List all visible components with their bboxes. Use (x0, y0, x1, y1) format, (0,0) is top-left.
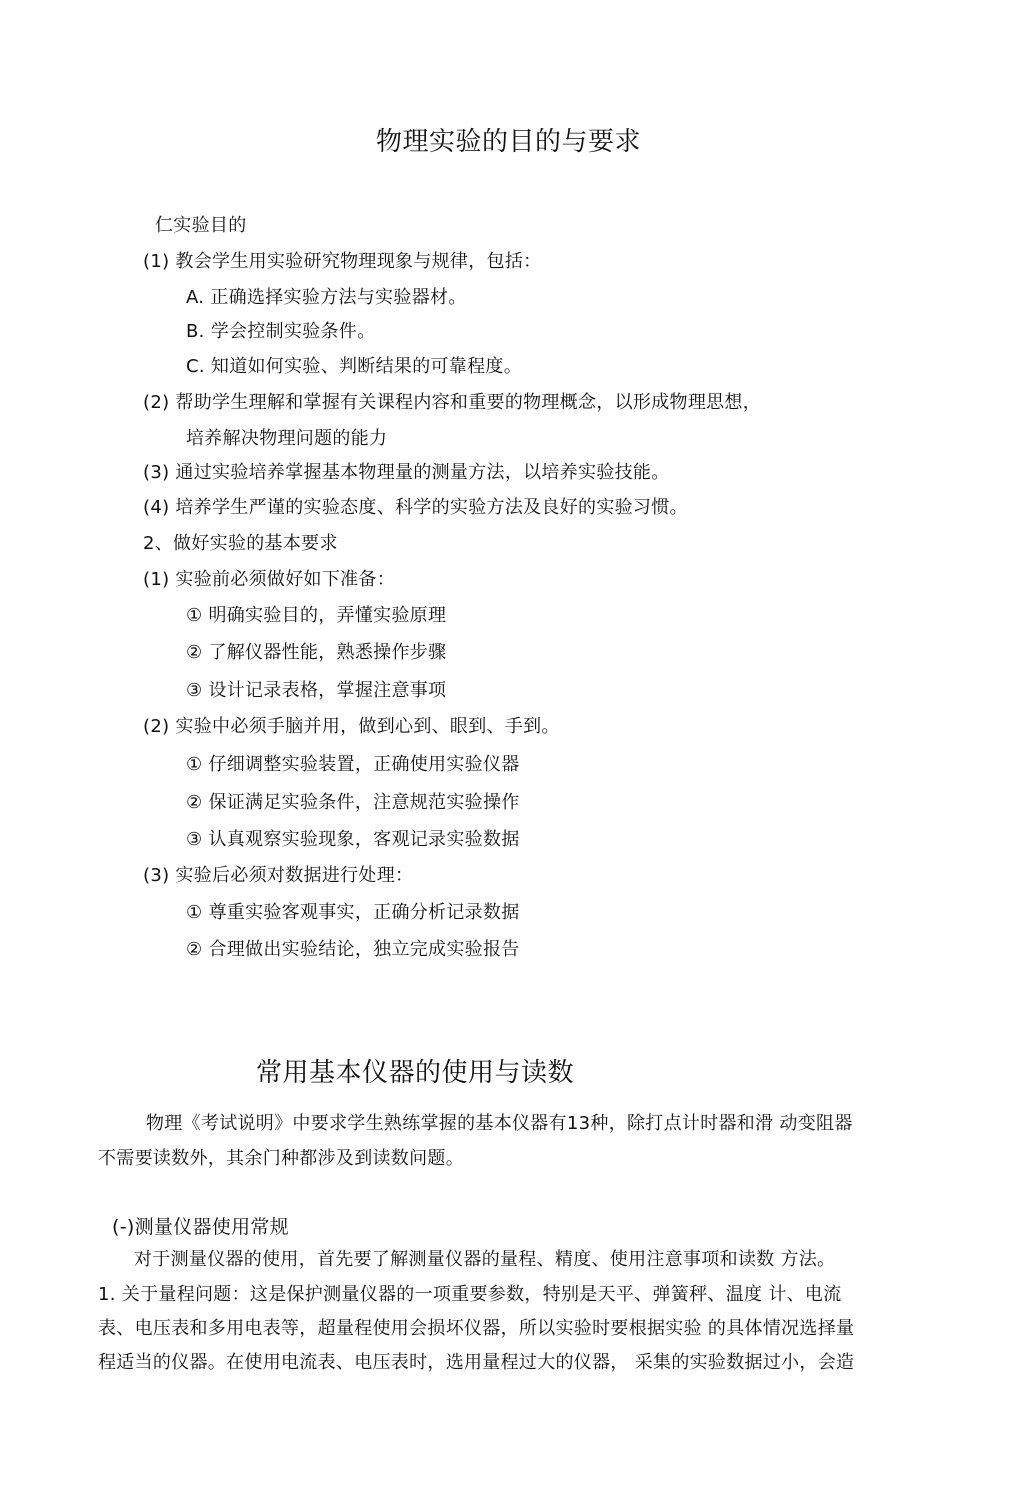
goal-item-4: (4) 培养学生严谨的实验态度、科学的实验方法及良好的实验习惯。 (143, 497, 688, 518)
goal-subitem-a: A. 正确选择实验方法与实验器材。 (186, 287, 467, 308)
requirement-3-step-1: ① 尊重实验客观事实，正确分析记录数据 (186, 902, 520, 923)
goal-subitem-c: C. 知道如何实验、判断结果的可靠程度。 (186, 356, 523, 377)
requirement-1-step-3: ③ 设计记录表格，掌握注意事项 (186, 680, 447, 701)
goal-item-2-continued: 培养解决物理问题的能力 (186, 428, 388, 449)
requirement-1-step-1: ① 明确实验目的，弄懂实验原理 (186, 605, 447, 626)
goal-item-3: (3) 通过实验培养掌握基本物理量的测量方法，以培养实验技能。 (143, 462, 670, 483)
requirement-2-step-1: ① 仔细调整实验装置，正确使用实验仪器 (186, 754, 520, 775)
requirement-2-step-3: ③ 认真观察实验现象，客观记录实验数据 (186, 829, 520, 850)
requirements-heading: 2、做好实验的基本要求 (143, 533, 338, 554)
subsection-heading: (-)测量仪器使用常规 (112, 1216, 289, 1238)
requirement-3: (3) 实验后必须对数据进行处理： (143, 865, 414, 886)
requirement-1-step-2: ② 了解仪器性能，熟悉操作步骤 (186, 642, 447, 663)
intro-line-2: 不需要读数外，其余门种都涉及到读数问题。 (98, 1148, 464, 1169)
item-1-line-2: 表、电压表和多用电表等，超量程使用会损坏仪器，所以实验时要根据实验 的具体情况选择量 (98, 1318, 855, 1339)
requirement-1: (1) 实验前必须做好如下准备： (143, 569, 396, 590)
requirement-2-step-2: ② 保证满足实验条件，注意规范实验操作 (186, 792, 520, 813)
section-title: 物理实验的目的与要求 (376, 127, 642, 157)
section-title-2: 常用基本仪器的使用与读数 (256, 1058, 575, 1088)
item-1-line-1: 1. 关于量程问题：这是保护测量仪器的一项重要参数，特别是天平、弹簧秤、温度 计、电流 (98, 1284, 842, 1305)
goal-heading: 仁实验目的 (155, 215, 247, 236)
paragraph-usage: 对于测量仪器的使用，首先要了解测量仪器的量程、精度、使用注意事项和读数 方法。 (134, 1249, 836, 1270)
item-1-line-3: 程适当的仪器。在使用电流表、电压表时，选用量程过大的仪器， 采集的实验数据过小，会造 (98, 1352, 855, 1373)
intro-line-1: 物理《考试说明》中要求学生熟练掌握的基本仪器有13种，除打点计时器和滑 动变阻器 (146, 1113, 853, 1134)
requirement-2: (2) 实验中必须手脑并用，做到心到、眼到、手到。 (143, 716, 560, 737)
goal-item-1: (1) 教会学生用实验研究物理现象与规律，包括： (143, 251, 542, 272)
goal-subitem-b: B. 学会控制实验条件。 (186, 321, 376, 342)
goal-item-2: (2) 帮助学生理解和掌握有关课程内容和重要的物理概念，以形成物理思想， (143, 392, 762, 413)
requirement-3-step-2: ② 合理做出实验结论，独立完成实验报告 (186, 939, 520, 960)
